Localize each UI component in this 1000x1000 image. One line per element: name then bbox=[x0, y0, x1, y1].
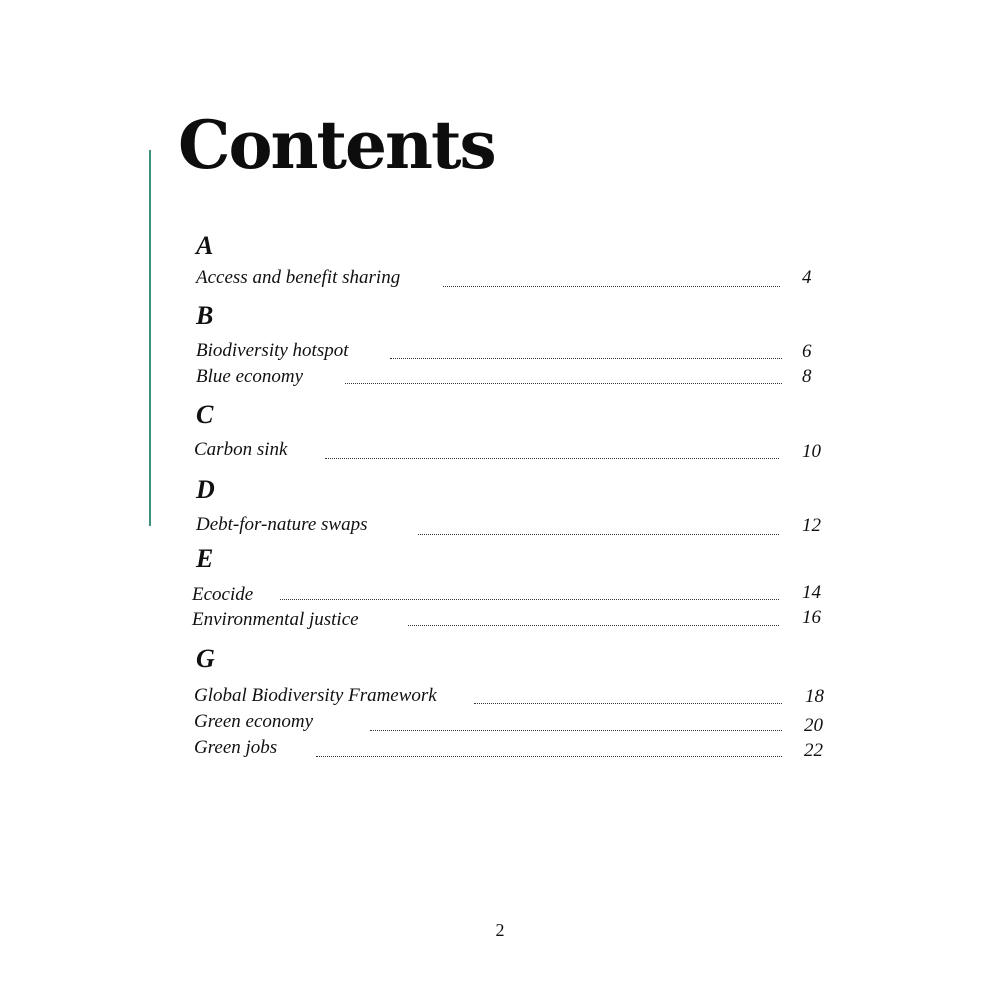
dot-leader bbox=[418, 534, 779, 535]
dot-leader bbox=[345, 383, 782, 384]
section-letter-c: C bbox=[196, 400, 214, 429]
toc-entry-label[interactable]: Debt-for-nature swaps bbox=[196, 514, 368, 535]
toc-entry-label[interactable]: Ecocide bbox=[192, 584, 254, 605]
toc-entry-page[interactable]: 16 bbox=[802, 607, 821, 628]
section-letter-b: B bbox=[196, 301, 214, 330]
toc-entry-label[interactable]: Carbon sink bbox=[194, 439, 288, 460]
section-letter-a: A bbox=[196, 231, 214, 260]
toc-entry-page[interactable]: 10 bbox=[802, 441, 821, 462]
dot-leader bbox=[390, 358, 782, 359]
page-title: Contents bbox=[178, 106, 495, 184]
toc-entry-page[interactable]: 4 bbox=[802, 267, 812, 288]
toc-entry-label[interactable]: Blue economy bbox=[196, 366, 304, 387]
toc-entry-page[interactable]: 22 bbox=[804, 740, 823, 761]
dot-leader bbox=[325, 458, 779, 459]
section-letter-d: D bbox=[196, 475, 215, 504]
toc-entry-label[interactable]: Environmental justice bbox=[192, 609, 359, 630]
section-letter-g: G bbox=[196, 644, 215, 673]
dot-leader bbox=[280, 599, 779, 600]
dot-leader bbox=[443, 286, 780, 287]
dot-leader bbox=[474, 703, 782, 704]
page-number: 2 bbox=[495, 920, 505, 940]
toc-entry-label[interactable]: Biodiversity hotspot bbox=[196, 340, 349, 361]
toc-entry-page[interactable]: 8 bbox=[802, 366, 812, 387]
toc-entry-label[interactable]: Access and benefit sharing bbox=[196, 267, 401, 288]
dot-leader bbox=[316, 756, 782, 757]
dot-leader bbox=[408, 625, 779, 626]
toc-entry-page[interactable]: 12 bbox=[802, 515, 821, 536]
toc-entry-page[interactable]: 14 bbox=[802, 582, 821, 603]
toc-entry-page[interactable]: 18 bbox=[805, 686, 824, 707]
section-letter-e: E bbox=[196, 544, 214, 573]
toc-entry-page[interactable]: 6 bbox=[802, 341, 812, 362]
toc-entry-label[interactable]: Green economy bbox=[194, 711, 314, 732]
toc-entry-label[interactable]: Green jobs bbox=[194, 737, 278, 758]
toc-entry-page[interactable]: 20 bbox=[804, 715, 823, 736]
toc-entry-label[interactable]: Global Biodiversity Framework bbox=[194, 685, 437, 706]
dot-leader bbox=[370, 730, 782, 731]
accent-bar bbox=[149, 150, 151, 526]
